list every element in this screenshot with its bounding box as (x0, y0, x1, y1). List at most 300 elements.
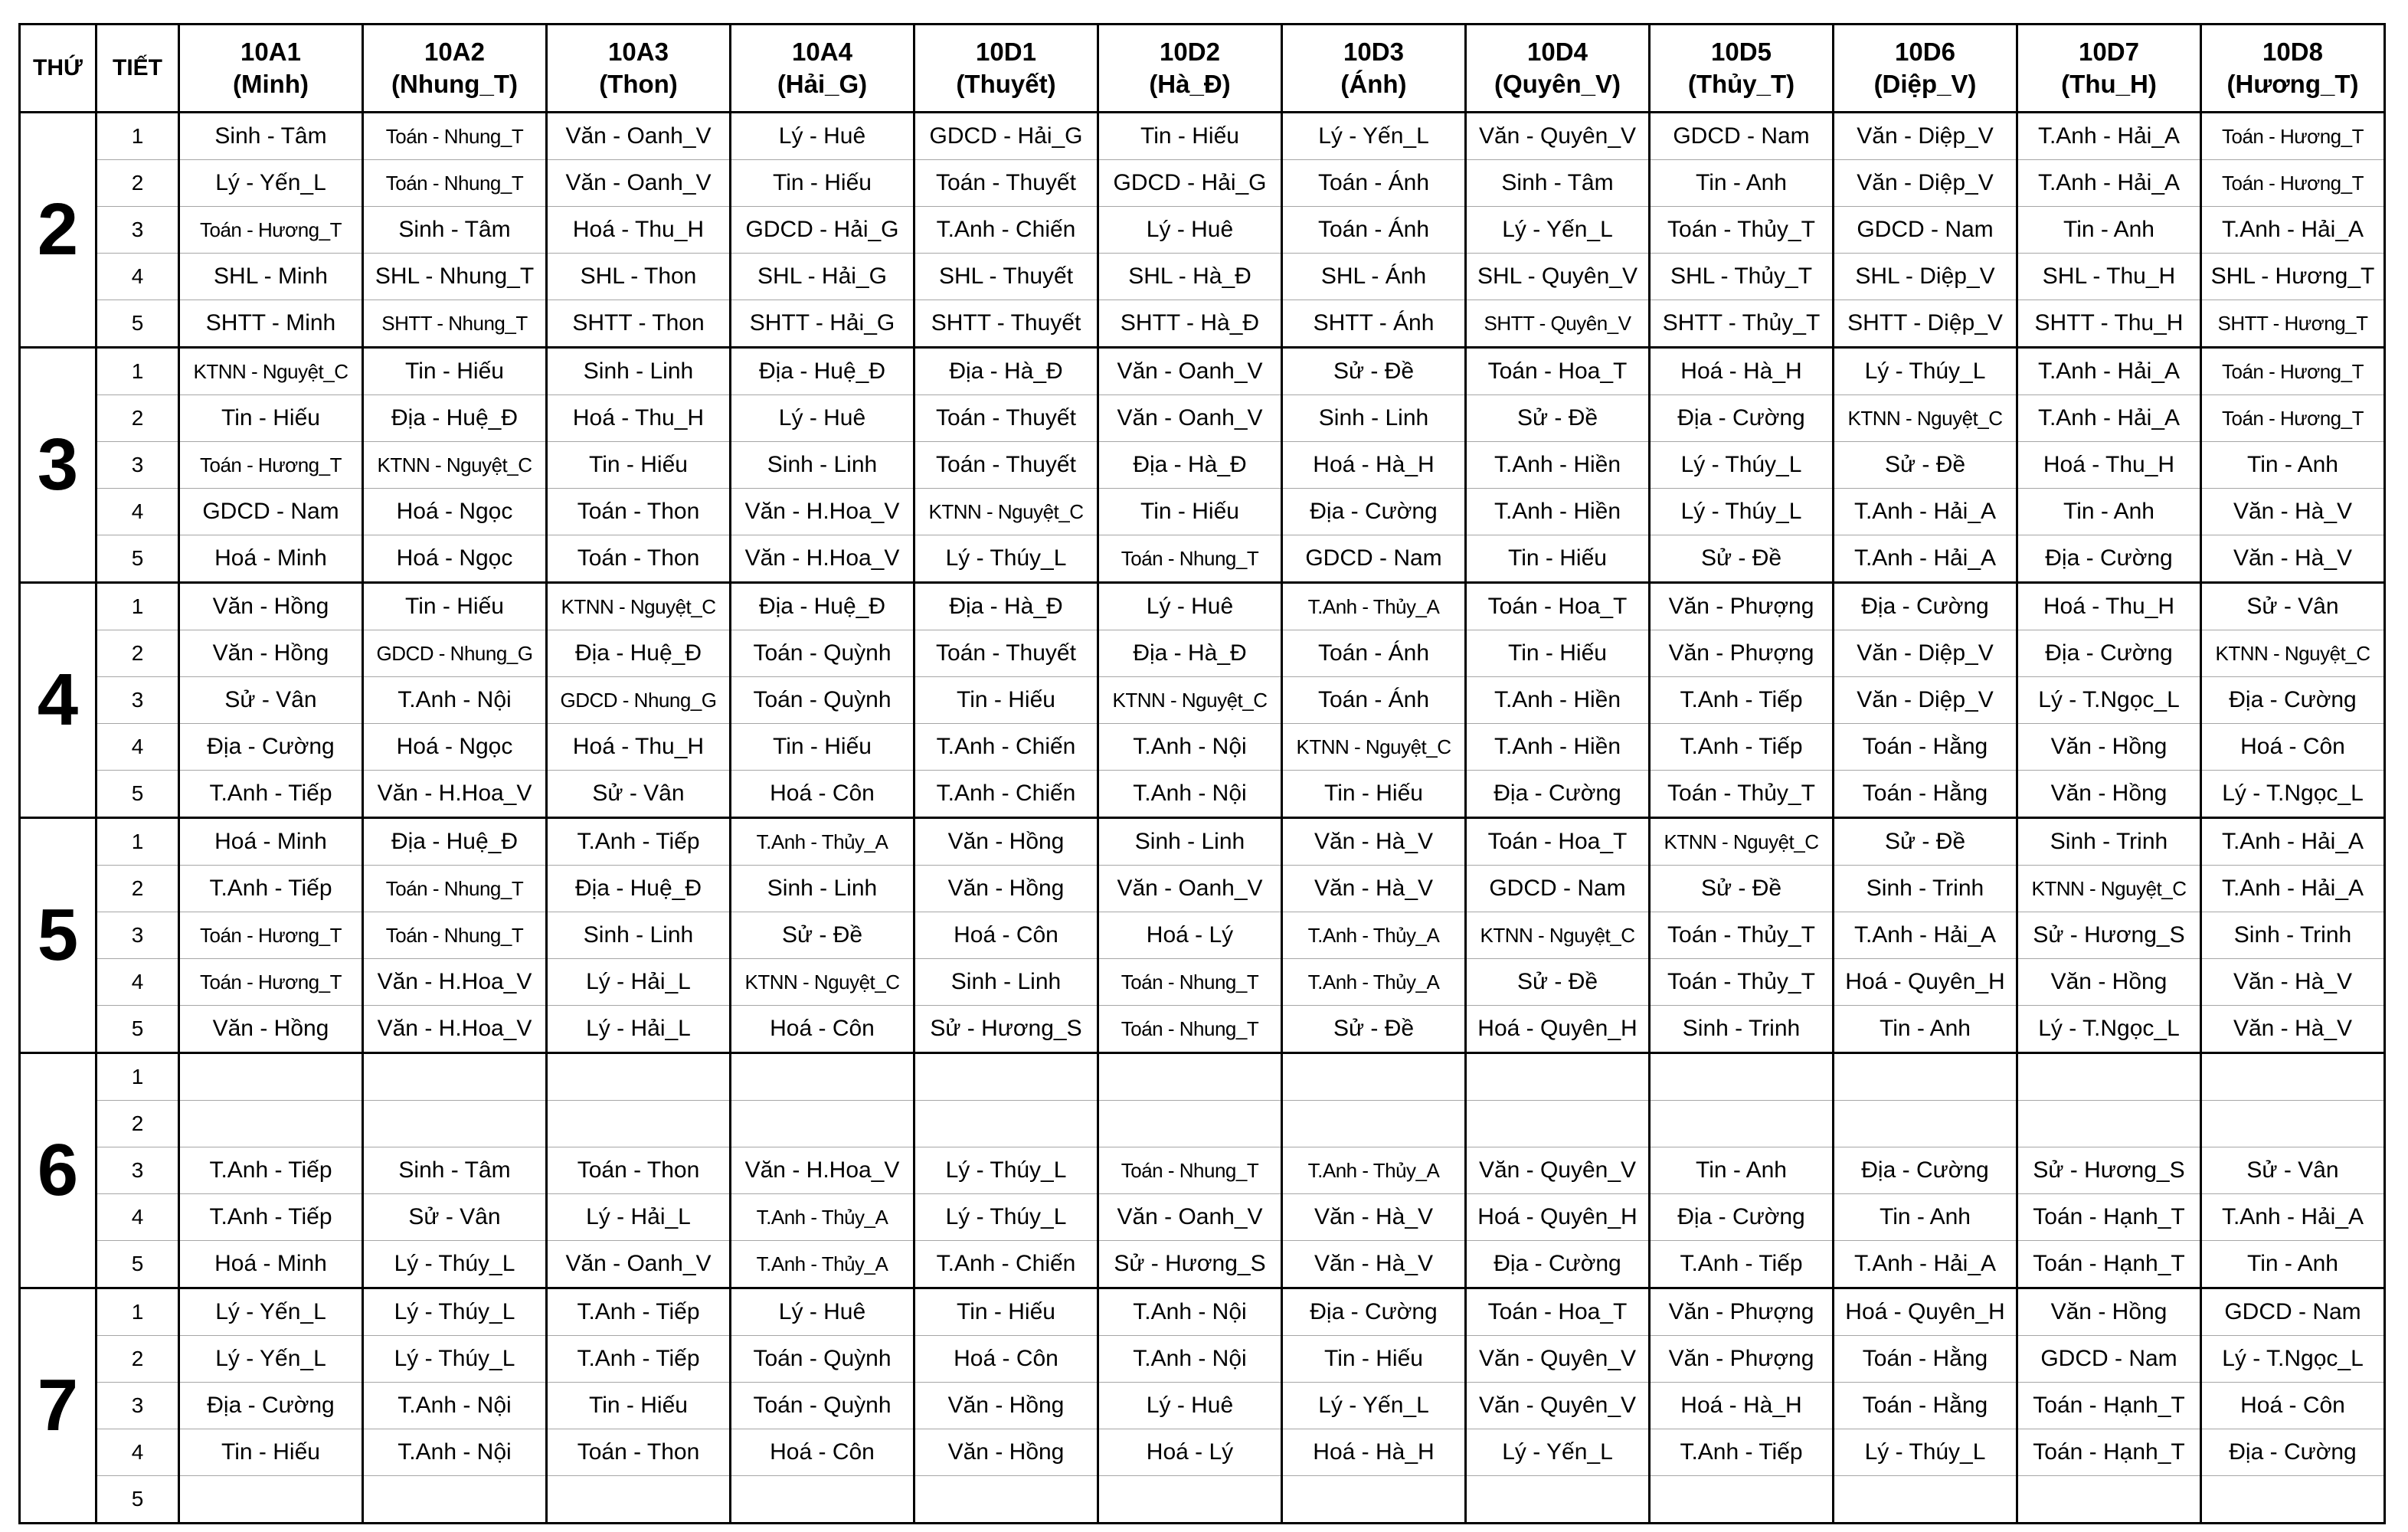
lesson-cell: GDCD - Nam (1282, 535, 1466, 583)
lesson-cell: Hoá - Thu_H (547, 724, 731, 771)
lesson-cell: KTNN - Nguyệt_C (914, 489, 1098, 535)
lesson-cell: T.Anh - Tiếp (1650, 677, 1834, 724)
lesson-cell: SHTT - Thuyết (914, 300, 1098, 348)
lesson-cell: Tin - Hiếu (1098, 489, 1282, 535)
lesson-cell: Sinh - Trinh (2017, 818, 2201, 866)
period-row (20, 348, 2385, 395)
lesson-cell: T.Anh - Hải_A (2201, 866, 2385, 912)
lesson-cell: Hoá - Côn (731, 1429, 914, 1476)
lesson-cell: Hoá - Minh (179, 1241, 363, 1288)
lesson-cell: T.Anh - Tiếp (179, 771, 363, 818)
lesson-cell: T.Anh - Nội (1098, 1336, 1282, 1383)
class-code: 10D5 (1711, 38, 1772, 66)
lesson-cell (914, 1101, 1098, 1147)
lesson-cell: SHTT - Hải_G (731, 300, 914, 348)
period-row (20, 1476, 2385, 1524)
lesson-cell: KTNN - Nguyệt_C (1466, 912, 1650, 959)
lesson-cell: T.Anh - Thủy_A (1282, 583, 1466, 630)
lesson-cell: Lý - Thúy_L (1834, 1429, 2017, 1476)
lesson-cell: Địa - Hà_Đ (914, 348, 1098, 395)
period-number: 4 (97, 1194, 179, 1241)
lesson-cell: SHTT - Minh (179, 300, 363, 348)
lesson-cell: Hoá - Thu_H (547, 207, 731, 254)
class-header (1650, 25, 1834, 113)
lesson-cell: Lý - Huê (1098, 207, 1282, 254)
period-number: 5 (97, 535, 179, 583)
period-number: 4 (97, 724, 179, 771)
lesson-cell: Toán - Nhung_T (363, 866, 547, 912)
lesson-cell: Địa - Hà_Đ (1098, 630, 1282, 677)
lesson-cell: Lý - T.Ngọc_L (2017, 677, 2201, 724)
lesson-cell: T.Anh - Thủy_A (731, 1194, 914, 1241)
lesson-cell: SHTT - Thon (547, 300, 731, 348)
lesson-cell: T.Anh - Nội (1098, 1288, 1282, 1336)
lesson-cell: Toán - Ánh (1282, 630, 1466, 677)
period-number: 5 (97, 1006, 179, 1053)
lesson-cell: Toán - Ánh (1282, 207, 1466, 254)
lesson-cell: T.Anh - Hiền (1466, 442, 1650, 489)
lesson-cell: Toán - Hạnh_T (2017, 1429, 2201, 1476)
lesson-cell: KTNN - Nguyệt_C (2201, 630, 2385, 677)
lesson-cell (179, 1101, 363, 1147)
lesson-cell (2201, 1476, 2385, 1524)
lesson-cell: Tin - Hiếu (1098, 113, 1282, 160)
lesson-cell: Sinh - Linh (914, 959, 1098, 1006)
lesson-cell: KTNN - Nguyệt_C (1834, 395, 2017, 442)
lesson-cell: Địa - Huệ_Đ (363, 818, 547, 866)
lesson-cell: Hoá - Côn (2201, 1383, 2385, 1429)
lesson-cell: Toán - Hương_T (179, 912, 363, 959)
lesson-cell: Toán - Hương_T (179, 959, 363, 1006)
lesson-cell: Tin - Hiếu (547, 442, 731, 489)
period-row (20, 724, 2385, 771)
period-number: 3 (97, 1147, 179, 1194)
lesson-cell: Hoá - Côn (914, 912, 1098, 959)
lesson-cell: T.Anh - Hải_A (2017, 395, 2201, 442)
lesson-cell: GDCD - Nam (1466, 866, 1650, 912)
lesson-cell: Hoá - Côn (731, 1006, 914, 1053)
lesson-cell: Tin - Anh (1650, 160, 1834, 207)
class-code: 10D1 (976, 38, 1036, 66)
lesson-cell: Hoá - Quyên_H (1834, 959, 2017, 1006)
lesson-cell: Toán - Ánh (1282, 677, 1466, 724)
lesson-cell: Hoá - Thu_H (2017, 583, 2201, 630)
lesson-cell: Tin - Hiếu (363, 348, 547, 395)
lesson-cell: Địa - Cường (179, 724, 363, 771)
lesson-cell: Lý - Huê (1098, 583, 1282, 630)
lesson-cell: GDCD - Nhung_G (363, 630, 547, 677)
lesson-cell: Tin - Hiếu (179, 1429, 363, 1476)
period-number: 3 (97, 442, 179, 489)
class-teacher: (Hà_Đ) (1149, 70, 1231, 98)
lesson-cell: T.Anh - Chiến (914, 207, 1098, 254)
class-header (363, 25, 547, 113)
lesson-cell: T.Anh - Thủy_A (1282, 959, 1466, 1006)
lesson-cell: Tin - Anh (2017, 489, 2201, 535)
lesson-cell (179, 1053, 363, 1101)
lesson-cell: Văn - Phượng (1650, 630, 1834, 677)
lesson-cell: Sinh - Tâm (363, 1147, 547, 1194)
lesson-cell: Sinh - Tâm (1466, 160, 1650, 207)
lesson-cell: KTNN - Nguyệt_C (1282, 724, 1466, 771)
period-number: 2 (97, 160, 179, 207)
lesson-cell: Tin - Hiếu (1466, 535, 1650, 583)
lesson-cell: T.Anh - Nội (1098, 771, 1282, 818)
lesson-cell: Toán - Thuyết (914, 395, 1098, 442)
lesson-cell: Địa - Cường (2201, 677, 2385, 724)
lesson-cell: Sử - Đề (1650, 535, 1834, 583)
period-row (20, 818, 2385, 866)
lesson-cell: Địa - Cường (1466, 771, 1650, 818)
class-teacher: (Ánh) (1340, 70, 1407, 98)
lesson-cell: Toán - Hoa_T (1466, 348, 1650, 395)
class-code: 10D6 (1895, 38, 1955, 66)
lesson-cell: Tin - Anh (1650, 1147, 1834, 1194)
lesson-cell: SHL - Diệp_V (1834, 254, 2017, 300)
lesson-cell: Địa - Hà_Đ (1098, 442, 1282, 489)
lesson-cell: Sử - Đề (1282, 1006, 1466, 1053)
lesson-cell: Sử - Vân (547, 771, 731, 818)
lesson-cell: Tin - Anh (2201, 1241, 2385, 1288)
lesson-cell: Lý - Hải_L (547, 959, 731, 1006)
day-header: THỨ (20, 25, 97, 113)
period-number: 4 (97, 489, 179, 535)
period-row (20, 630, 2385, 677)
lesson-cell: KTNN - Nguyệt_C (1650, 818, 1834, 866)
lesson-cell: KTNN - Nguyệt_C (547, 583, 731, 630)
period-number: 5 (97, 1476, 179, 1524)
period-number: 3 (97, 207, 179, 254)
lesson-cell: T.Anh - Nội (1098, 724, 1282, 771)
lesson-cell: Toán - Nhung_T (1098, 535, 1282, 583)
lesson-cell: Sinh - Linh (731, 866, 914, 912)
lesson-cell: Toán - Thủy_T (1650, 771, 1834, 818)
lesson-cell: T.Anh - Tiếp (547, 818, 731, 866)
lesson-cell (1098, 1101, 1282, 1147)
lesson-cell: GDCD - Hải_G (1098, 160, 1282, 207)
lesson-cell: Địa - Huệ_Đ (547, 630, 731, 677)
lesson-cell: Hoá - Hà_H (1650, 348, 1834, 395)
lesson-cell: Hoá - Hà_H (1650, 1383, 1834, 1429)
day-label: 2 (20, 113, 97, 348)
lesson-cell (1466, 1101, 1650, 1147)
lesson-cell: T.Anh - Tiếp (1650, 1241, 1834, 1288)
lesson-cell: Toán - Hương_T (179, 207, 363, 254)
lesson-cell: Văn - Hồng (179, 630, 363, 677)
lesson-cell: Hoá - Thu_H (547, 395, 731, 442)
lesson-cell: SHL - Hà_Đ (1098, 254, 1282, 300)
lesson-cell: Hoá - Thu_H (2017, 442, 2201, 489)
lesson-cell: Văn - Hồng (914, 818, 1098, 866)
lesson-cell: Lý - Thúy_L (363, 1241, 547, 1288)
period-row (20, 254, 2385, 300)
period-row (20, 113, 2385, 160)
lesson-cell: Tin - Hiếu (1466, 630, 1650, 677)
class-code: 10A3 (608, 38, 669, 66)
lesson-cell: Sử - Hương_S (2017, 912, 2201, 959)
lesson-cell: Văn - Hà_V (1282, 866, 1466, 912)
lesson-cell: Toán - Thon (547, 1429, 731, 1476)
class-header (179, 25, 363, 113)
lesson-cell: Văn - Hà_V (2201, 535, 2385, 583)
lesson-cell: T.Anh - Nội (363, 677, 547, 724)
lesson-cell: Lý - Thúy_L (1650, 489, 1834, 535)
lesson-cell: Sinh - Linh (1098, 818, 1282, 866)
lesson-cell: T.Anh - Thủy_A (1282, 1147, 1466, 1194)
lesson-cell (1650, 1053, 1834, 1101)
lesson-cell: Sinh - Linh (547, 912, 731, 959)
lesson-cell (2017, 1476, 2201, 1524)
lesson-cell (1650, 1101, 1834, 1147)
class-header (1466, 25, 1650, 113)
period-row (20, 1194, 2385, 1241)
lesson-cell: Sử - Hương_S (2017, 1147, 2201, 1194)
lesson-cell: Văn - H.Hoa_V (731, 535, 914, 583)
lesson-cell: Văn - H.Hoa_V (731, 489, 914, 535)
period-row (20, 1383, 2385, 1429)
lesson-cell: Địa - Hà_Đ (914, 583, 1098, 630)
class-header (2201, 25, 2385, 113)
lesson-cell: Văn - Diệp_V (1834, 630, 2017, 677)
lesson-cell (1466, 1476, 1650, 1524)
class-header (914, 25, 1098, 113)
lesson-cell: Toán - Nhung_T (1098, 1147, 1282, 1194)
period-row (20, 300, 2385, 348)
class-code: 10D7 (2079, 38, 2139, 66)
lesson-cell: Văn - Hà_V (2201, 1006, 2385, 1053)
period-row (20, 1241, 2385, 1288)
lesson-cell: Lý - T.Ngọc_L (2201, 771, 2385, 818)
lesson-cell: SHL - Nhung_T (363, 254, 547, 300)
period-row (20, 1101, 2385, 1147)
lesson-cell: Sử - Vân (179, 677, 363, 724)
lesson-cell: Toán - Hạnh_T (2017, 1194, 2201, 1241)
lesson-cell: Toán - Quỳnh (731, 677, 914, 724)
lesson-cell: Văn - Quyên_V (1466, 113, 1650, 160)
lesson-cell: Tin - Hiếu (1282, 1336, 1466, 1383)
lesson-cell (2017, 1101, 2201, 1147)
lesson-cell (1650, 1476, 1834, 1524)
lesson-cell: Toán - Thủy_T (1650, 207, 1834, 254)
lesson-cell: Hoá - Minh (179, 535, 363, 583)
lesson-cell (1834, 1101, 2017, 1147)
lesson-cell: Sinh - Linh (731, 442, 914, 489)
lesson-cell: SHTT - Ánh (1282, 300, 1466, 348)
lesson-cell: Địa - Huệ_Đ (731, 583, 914, 630)
lesson-cell: Văn - H.Hoa_V (363, 959, 547, 1006)
lesson-cell: Toán - Thủy_T (1650, 959, 1834, 1006)
lesson-cell: Địa - Huệ_Đ (731, 348, 914, 395)
lesson-cell: Toán - Hương_T (179, 442, 363, 489)
lesson-cell: Toán - Thủy_T (1650, 912, 1834, 959)
lesson-cell: Địa - Cường (179, 1383, 363, 1429)
period-number: 3 (97, 912, 179, 959)
lesson-cell: T.Anh - Thủy_A (731, 1241, 914, 1288)
lesson-cell: Toán - Hoa_T (1466, 1288, 1650, 1336)
lesson-cell: SHL - Quyên_V (1466, 254, 1650, 300)
lesson-cell: Văn - Quyên_V (1466, 1383, 1650, 1429)
period-row (20, 1429, 2385, 1476)
lesson-cell: Tin - Anh (2201, 442, 2385, 489)
period-row (20, 535, 2385, 583)
lesson-cell: Văn - Quyên_V (1466, 1336, 1650, 1383)
lesson-cell: Toán - Hoa_T (1466, 583, 1650, 630)
lesson-cell: Sinh - Trinh (1834, 866, 2017, 912)
lesson-cell: Lý - Thúy_L (914, 535, 1098, 583)
lesson-cell: SHL - Ánh (1282, 254, 1466, 300)
period-row (20, 1288, 2385, 1336)
period-header: TIẾT (97, 25, 179, 113)
lesson-cell (363, 1101, 547, 1147)
lesson-cell: Tin - Hiếu (731, 160, 914, 207)
lesson-cell: Toán - Nhung_T (363, 912, 547, 959)
lesson-cell: Tin - Hiếu (363, 583, 547, 630)
period-row (20, 771, 2385, 818)
lesson-cell: SHL - Thủy_T (1650, 254, 1834, 300)
lesson-cell: Văn - Oanh_V (547, 160, 731, 207)
lesson-cell: Văn - H.Hoa_V (731, 1147, 914, 1194)
lesson-cell: GDCD - Nam (2017, 1336, 2201, 1383)
lesson-cell: SHL - Hương_T (2201, 254, 2385, 300)
lesson-cell: Địa - Cường (2201, 1429, 2385, 1476)
lesson-cell: Hoá - Côn (731, 771, 914, 818)
lesson-cell: SHTT - Diệp_V (1834, 300, 2017, 348)
lesson-cell: Địa - Cường (1282, 489, 1466, 535)
lesson-cell: Lý - Thúy_L (363, 1336, 547, 1383)
lesson-cell: Văn - Oanh_V (1098, 1194, 1282, 1241)
lesson-cell: SHL - Thu_H (2017, 254, 2201, 300)
lesson-cell: KTNN - Nguyệt_C (179, 348, 363, 395)
lesson-cell: Toán - Thon (547, 535, 731, 583)
class-code: 10D2 (1160, 38, 1220, 66)
lesson-cell: Tin - Hiếu (1282, 771, 1466, 818)
lesson-cell: Văn - Hồng (914, 1429, 1098, 1476)
class-code: 10A2 (424, 38, 485, 66)
lesson-cell: Toán - Thuyết (914, 160, 1098, 207)
lesson-cell: Văn - Hồng (2017, 959, 2201, 1006)
lesson-cell (363, 1053, 547, 1101)
lesson-cell: Văn - Hồng (2017, 771, 2201, 818)
lesson-cell: Văn - Oanh_V (1098, 866, 1282, 912)
lesson-cell: Lý - Yến_L (179, 1288, 363, 1336)
class-code: 10D8 (2262, 38, 2323, 66)
lesson-cell (2201, 1101, 2385, 1147)
lesson-cell: Toán - Hương_T (2201, 113, 2385, 160)
class-teacher: (Thu_H) (2061, 70, 2157, 98)
lesson-cell (914, 1053, 1098, 1101)
class-header (2017, 25, 2201, 113)
lesson-cell: Hoá - Ngọc (363, 535, 547, 583)
lesson-cell: Sinh - Tâm (363, 207, 547, 254)
period-number: 1 (97, 348, 179, 395)
lesson-cell: Toán - Nhung_T (1098, 959, 1282, 1006)
lesson-cell: Địa - Cường (1650, 395, 1834, 442)
class-code: 10D3 (1343, 38, 1404, 66)
lesson-cell: Hoá - Quyên_H (1466, 1194, 1650, 1241)
period-row (20, 1053, 2385, 1101)
lesson-cell: Tin - Hiếu (914, 1288, 1098, 1336)
lesson-cell: Hoá - Quyên_H (1834, 1288, 2017, 1336)
lesson-cell: Lý - Yến_L (179, 1336, 363, 1383)
class-teacher: (Nhung_T) (391, 70, 518, 98)
lesson-cell: Sử - Đề (1834, 442, 2017, 489)
lesson-cell: Hoá - Lý (1098, 1429, 1282, 1476)
lesson-cell: Hoá - Côn (914, 1336, 1098, 1383)
lesson-cell: Văn - Phượng (1650, 583, 1834, 630)
lesson-cell: Sử - Hương_S (914, 1006, 1098, 1053)
lesson-cell: GDCD - Hải_G (731, 207, 914, 254)
lesson-cell: Văn - Hồng (914, 1383, 1098, 1429)
period-number: 2 (97, 630, 179, 677)
lesson-cell: T.Anh - Tiếp (547, 1336, 731, 1383)
lesson-cell: T.Anh - Hải_A (1834, 912, 2017, 959)
class-teacher: (Thuyết) (956, 70, 1056, 98)
lesson-cell: Văn - Oanh_V (1098, 395, 1282, 442)
period-number: 4 (97, 959, 179, 1006)
lesson-cell: Toán - Quỳnh (731, 1383, 914, 1429)
lesson-cell: T.Anh - Hải_A (1834, 1241, 2017, 1288)
class-code: 10D4 (1527, 38, 1588, 66)
lesson-cell: Tin - Hiếu (547, 1383, 731, 1429)
lesson-cell: Sử - Vân (2201, 583, 2385, 630)
period-number: 5 (97, 300, 179, 348)
lesson-cell: Tin - Hiếu (914, 677, 1098, 724)
lesson-cell: GDCD - Hải_G (914, 113, 1098, 160)
lesson-cell: Sinh - Trinh (2201, 912, 2385, 959)
lesson-cell: Toán - Hằng (1834, 771, 2017, 818)
lesson-cell: T.Anh - Hải_A (2201, 1194, 2385, 1241)
period-number: 2 (97, 1101, 179, 1147)
day-label: 7 (20, 1288, 97, 1524)
lesson-cell: T.Anh - Nội (363, 1383, 547, 1429)
lesson-cell: Lý - Thúy_L (914, 1147, 1098, 1194)
lesson-cell: Lý - Huê (1098, 1383, 1282, 1429)
period-row (20, 959, 2385, 1006)
lesson-cell: GDCD - Nam (1650, 113, 1834, 160)
lesson-cell: Sử - Đề (731, 912, 914, 959)
lesson-cell: GDCD - Nam (2201, 1288, 2385, 1336)
lesson-cell: Địa - Huệ_Đ (363, 395, 547, 442)
lesson-cell: Sử - Vân (363, 1194, 547, 1241)
period-number: 2 (97, 1336, 179, 1383)
lesson-cell: Lý - Hải_L (547, 1194, 731, 1241)
lesson-cell: Lý - Yến_L (179, 160, 363, 207)
lesson-cell: Văn - Oanh_V (547, 1241, 731, 1288)
class-header (1834, 25, 2017, 113)
lesson-cell: T.Anh - Hiền (1466, 677, 1650, 724)
lesson-cell: Sinh - Linh (547, 348, 731, 395)
lesson-cell: SHL - Thuyết (914, 254, 1098, 300)
lesson-cell: Hoá - Hà_H (1282, 442, 1466, 489)
lesson-cell: Hoá - Ngọc (363, 489, 547, 535)
lesson-cell: Lý - Thúy_L (363, 1288, 547, 1336)
lesson-cell: T.Anh - Hải_A (2017, 348, 2201, 395)
lesson-cell: T.Anh - Hiền (1466, 724, 1650, 771)
class-header (731, 25, 914, 113)
lesson-cell: Tin - Anh (1834, 1194, 2017, 1241)
lesson-cell: Văn - Phượng (1650, 1288, 1834, 1336)
lesson-cell: KTNN - Nguyệt_C (1098, 677, 1282, 724)
lesson-cell: Tin - Hiếu (179, 395, 363, 442)
lesson-cell: Tin - Anh (1834, 1006, 2017, 1053)
lesson-cell: GDCD - Nam (179, 489, 363, 535)
class-teacher: (Hương_T) (2226, 70, 2359, 98)
lesson-cell: T.Anh - Nội (363, 1429, 547, 1476)
lesson-cell: Toán - Hương_T (2201, 160, 2385, 207)
lesson-cell (731, 1476, 914, 1524)
lesson-cell: T.Anh - Hải_A (2017, 113, 2201, 160)
lesson-cell: Toán - Thon (547, 1147, 731, 1194)
